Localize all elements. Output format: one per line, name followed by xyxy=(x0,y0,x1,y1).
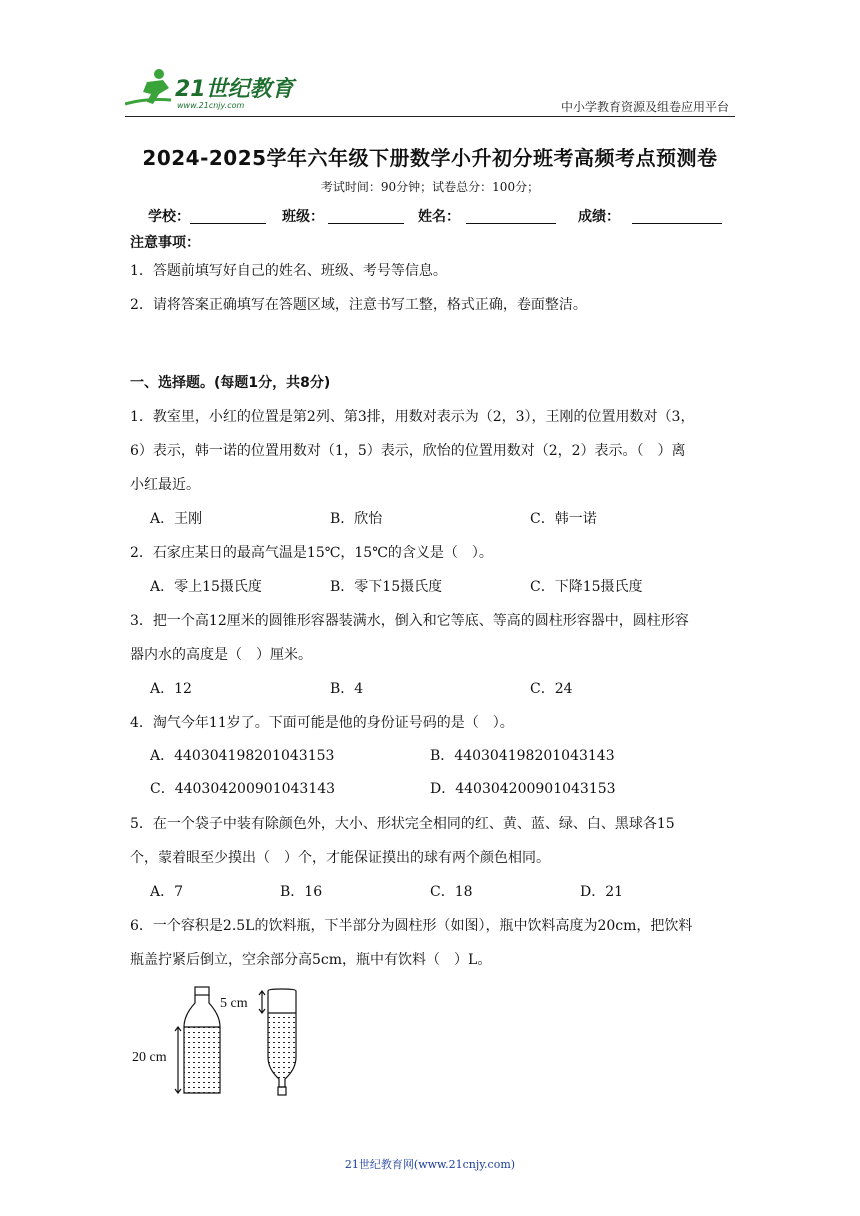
option-a[interactable]: A．7 xyxy=(150,884,184,900)
question-line: 器内水的高度是（ ）厘米。 xyxy=(130,647,312,663)
section-heading: 一、选择题。(每题1分，共8分) xyxy=(130,375,331,391)
platform-label: 中小学教育资源及组卷应用平台 xyxy=(560,100,729,114)
option-c[interactable]: C．18 xyxy=(430,884,473,900)
option-c[interactable]: C．下降15摄氏度 xyxy=(530,579,643,595)
option-a[interactable]: A．零上15摄氏度 xyxy=(150,579,262,595)
bottle-figure xyxy=(132,985,322,1097)
notes-heading: 注意事项： xyxy=(130,235,200,251)
question-line: 4．淘气今年11岁了。下面可能是他的身份证号码的是（ ）。 xyxy=(130,715,514,731)
logo-21cnjy xyxy=(125,68,305,112)
question-line: 小红最近。 xyxy=(130,477,200,493)
option-b[interactable]: B．零下15摄氏度 xyxy=(330,579,443,595)
note-item: 1．答题前填写好自己的姓名、班级、考号等信息。 xyxy=(130,263,447,279)
bottle-upright xyxy=(175,987,220,1093)
page-footer[interactable]: 21世纪教育网(www.21cnjy.com) xyxy=(344,1158,516,1171)
school-field[interactable] xyxy=(190,223,266,224)
question-line: 个，蒙着眼至少摸出（ ）个，才能保证摸出的球有两个颜色相同。 xyxy=(130,850,550,866)
option-b[interactable]: B．440304198201043143 xyxy=(430,748,615,764)
question-line: 2．石家庄某日的最高气温是15℃，15℃的含义是（ ）。 xyxy=(130,545,493,561)
option-d[interactable]: D．440304200901043153 xyxy=(430,781,616,797)
svg-text:21世纪教育: 21世纪教育 xyxy=(175,77,294,102)
class-field[interactable] xyxy=(328,223,404,224)
option-a[interactable]: A．王刚 xyxy=(150,511,203,527)
exam-meta: 考试时间：90分钟；试卷总分：100分； xyxy=(320,180,540,194)
option-c[interactable]: C．440304200901043143 xyxy=(150,781,336,797)
question-line: 6）表示，韩一诺的位置用数对（1，5）表示，欣怡的位置用数对（2，2）表示。（ ）离 xyxy=(130,443,686,459)
question-line: 6．一个容积是2.5L的饮料瓶，下半部分为圆柱形（如图），瓶中饮料高度为20cm，把饮料 xyxy=(130,918,693,934)
page-title: 2024-2025学年六年级下册数学小升初分班考高频考点预测卷 xyxy=(142,146,718,170)
svg-text:www.21cnjy.com: www.21cnjy.com xyxy=(177,101,245,110)
svg-text:20 cm: 20 cm xyxy=(132,1050,167,1065)
svg-text:5 cm: 5 cm xyxy=(220,996,248,1011)
option-b[interactable]: B．4 xyxy=(330,681,364,697)
note-item: 2．请将答案正确填写在答题区域，注意书写工整，格式正确，卷面整洁。 xyxy=(130,297,587,313)
question-line: 瓶盖拧紧后倒立，空余部分高5cm，瓶中有饮料（ ）L。 xyxy=(130,952,492,968)
name-field[interactable] xyxy=(466,223,556,224)
option-d[interactable]: D．21 xyxy=(580,884,624,900)
option-b[interactable]: B．16 xyxy=(280,884,323,900)
class-label: 班级： xyxy=(282,209,324,225)
option-c[interactable]: C．韩一诺 xyxy=(530,511,597,527)
page-header xyxy=(125,68,735,117)
question-line: 5．在一个袋子中装有除颜色外，大小、形状完全相同的红、黄、蓝、绿、白、黑球各15 xyxy=(130,816,675,832)
score-field[interactable] xyxy=(632,223,722,224)
bottle-inverted xyxy=(259,989,296,1095)
question-line: 3．把一个高12厘米的圆锥形容器装满水，倒入和它等底、等高的圆柱形容器中，圆柱形容 xyxy=(130,613,689,629)
option-a[interactable]: A．12 xyxy=(150,681,192,697)
school-label: 学校： xyxy=(148,209,190,225)
option-b[interactable]: B．欣怡 xyxy=(330,511,383,527)
score-label: 成绩： xyxy=(578,209,620,225)
option-a[interactable]: A．440304198201043153 xyxy=(150,748,335,764)
question-line: 1．教室里，小红的位置是第2列、第3排，用数对表示为（2，3），王刚的位置用数对（3， xyxy=(130,409,695,425)
name-label: 姓名： xyxy=(418,209,460,225)
option-c[interactable]: C．24 xyxy=(530,681,573,697)
